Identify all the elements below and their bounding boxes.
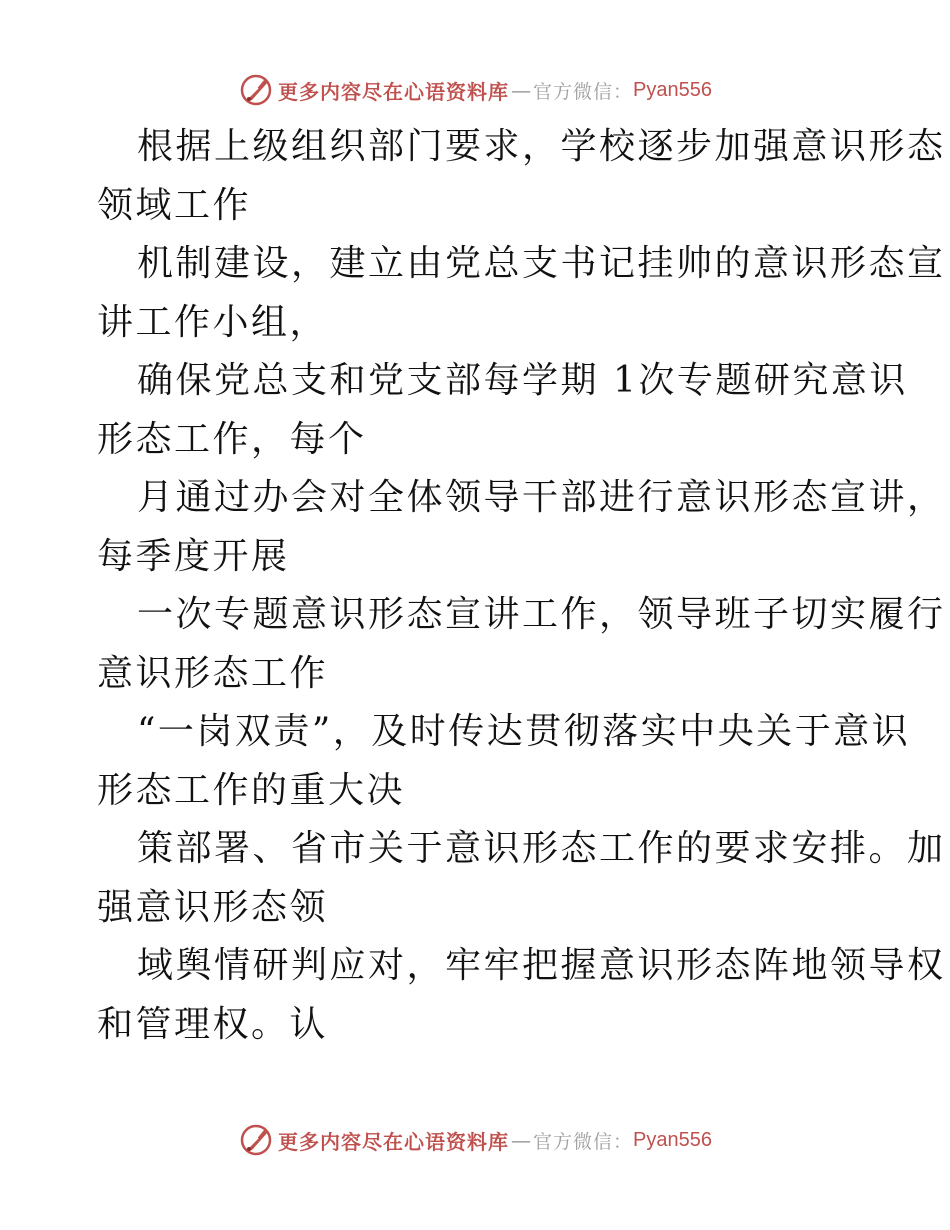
- body-line: 月通过办会对全体领导干部进行意识形态宣讲，: [137, 477, 946, 518]
- watermark-separator: —: [511, 78, 531, 102]
- body-line: 一次专题意识形态宣讲工作，领导班子切实履行: [137, 594, 946, 635]
- body-line: 每季度开展: [97, 535, 290, 577]
- body-line: 机制建设，建立由党总支书记挂帅的意识形态宣: [137, 243, 946, 284]
- document-body: [97, 118, 946, 1054]
- watermark-sub-text: 官方微信：: [533, 1130, 634, 1153]
- body-line: 根据上级组织部门要求，学校逐步加强意识形态: [137, 126, 946, 167]
- watermark-separator: —: [511, 1128, 531, 1152]
- watermark-main-text: 更多内容尽在心语资料库: [278, 79, 509, 104]
- body-line: 领域工作: [97, 184, 252, 226]
- body-line: 和管理权。认: [97, 1003, 329, 1045]
- footer-watermark: [0, 1120, 950, 1160]
- body-line: 域舆情研判应对，牢牢把握意识形态阵地领导权: [137, 945, 946, 986]
- body-line: 讲工作小组，: [97, 301, 329, 343]
- watermark-sub-text: 官方微信：: [533, 80, 634, 103]
- feather-pen-logo-icon: [238, 1122, 274, 1158]
- body-line: 意识形态工作: [97, 652, 329, 694]
- header-watermark: [0, 70, 950, 110]
- body-line: 形态工作的重大决: [97, 769, 406, 811]
- body-line: “一岗双责”，及时传达贯彻落实中央关于意识: [137, 711, 911, 752]
- watermark-main-text: 更多内容尽在心语资料库: [278, 1129, 509, 1154]
- body-line: 强意识形态领: [97, 886, 329, 928]
- feather-pen-logo-icon: [238, 72, 274, 108]
- watermark-handle: Pyan556: [633, 78, 712, 101]
- body-line: 形态工作，每个: [97, 418, 367, 460]
- body-line: 策部署、省市关于意识形态工作的要求安排。加: [137, 828, 946, 869]
- body-line: 确保党总支和党支部每学期 1次专题研究意识: [137, 360, 908, 401]
- watermark-handle: Pyan556: [633, 1128, 712, 1151]
